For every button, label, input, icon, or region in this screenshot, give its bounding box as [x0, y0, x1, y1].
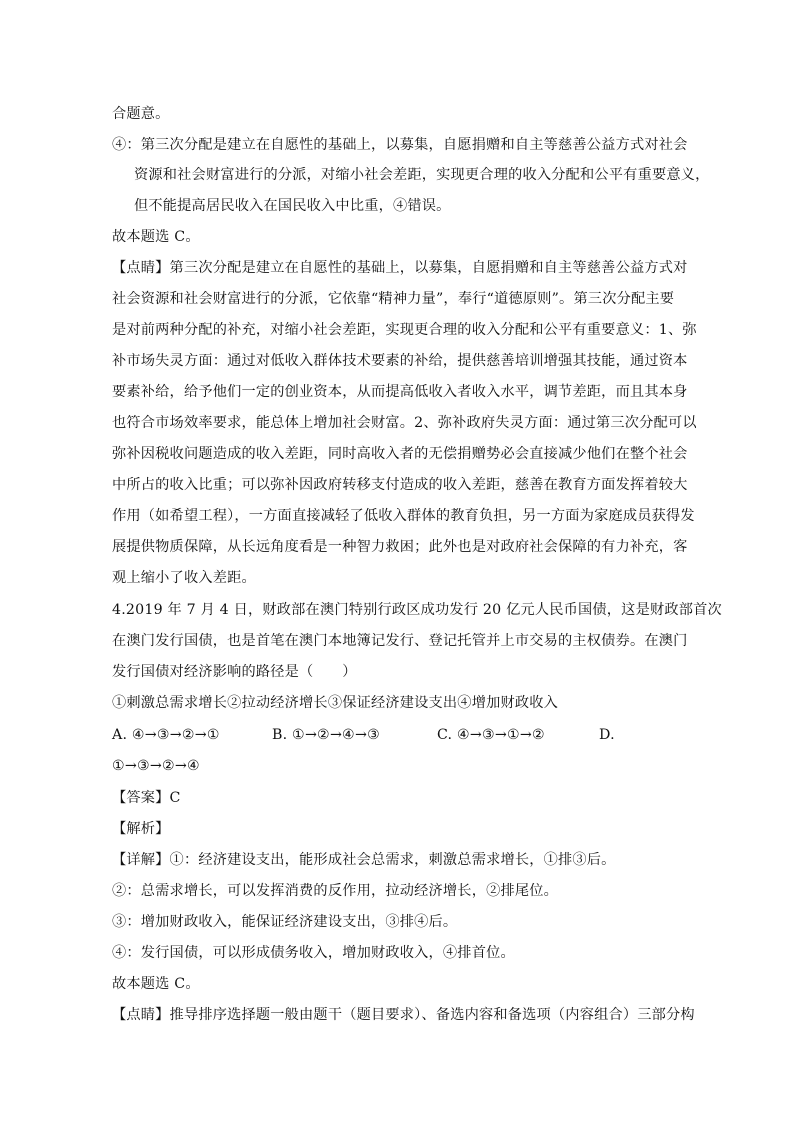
question-stem: 发行国债对经济影响的路径是（ ） — [112, 664, 357, 680]
text-line: 社会资源和社会财富进行的分派，它依靠“精神力量”，奉行“道德原则”。第三次分配主要 — [112, 291, 675, 307]
text-line: 展提供物质保障，从长远角度看是一种智力救困；此外也是对政府社会保障的有力补充，客 — [112, 539, 688, 555]
text-line: ④：第三次分配是建立在自愿性的基础上，以募集，自愿捐赠和自主等慈善公益方式对社会 — [112, 137, 688, 153]
question-stem: 在澳门发行国债，也是首笔在澳门本地簿记发行、登记托管并上市交易的主权债券。在澳门 — [112, 633, 688, 649]
answer-options — [112, 725, 712, 745]
text-line: 弥补因税收问题造成的收入差距，同时高收入者的无偿捐赠势必会直接减少他们在整个社会 — [112, 446, 688, 462]
answer-line: 【答案】C — [112, 790, 181, 806]
detail-line: 【详解】①：经济建设支出，能形成社会总需求，刺激总需求增长，①排③后。 — [112, 852, 616, 868]
text-line: 也符合市场效率要求，能总体上增加社会财富。2、弥补政府失灵方面：通过第三次分配可以 — [112, 415, 697, 431]
question-stem: 4.2019 年 7 月 4 日，财政部在澳门特别行政区成功发行 20 亿元人民币国债，这是财政部首次 — [112, 602, 722, 618]
text-line: 观上缩小了收入差距。 — [112, 570, 256, 586]
text-line: 但不能提高居民收入在国民收入中比重，④错误。 — [134, 198, 451, 214]
text-line: 作用（如希望工程），一方面直接减轻了低收入群体的教育负担，另一方面为家庭成员获得发 — [112, 508, 695, 524]
text-line: 是对前两种分配的补充，对缩小社会差距，实现更合理的收入分配和公平有重要意义：1、弥 — [112, 322, 697, 338]
detail-line: ③：增加财政收入，能保证经济建设支出，③排④后。 — [112, 914, 458, 930]
text-line: 故本题选 C。 — [112, 229, 200, 245]
option-d: D. — [599, 727, 615, 743]
text-line: 中所占的收入比重；可以弥补因政府转移支付造成的收入差距，慈善在教育方面发挥着较大 — [112, 477, 688, 493]
text-line: 资源和社会财富进行的分派，对缩小社会差距，实现更合理的收入分配和公平有重要意义， — [134, 167, 710, 183]
detail-line: ④：发行国债，可以形成债务收入，增加财政收入，④排首位。 — [112, 945, 515, 961]
detail-line: 故本题选 C。 — [112, 976, 200, 992]
question-items: ①刺激总需求增长②拉动经济增长③保证经济建设支出④增加财政收入 — [112, 695, 559, 711]
detail-line: 【点睛】推导排序选择题一般由题干（题目要求）、备选内容和备选项（内容组合）三部分构 — [112, 1007, 695, 1023]
option-a: A. ④→③→②→① — [112, 727, 220, 743]
text-line: 要素补给，给予他们一定的创业资本，从而提高低收入者收入水平，调节差距，而且其本身 — [112, 384, 688, 400]
text-line: 合题意。 — [112, 106, 170, 122]
option-d-content: ①→③→②→④ — [112, 758, 200, 774]
detail-line: ②：总需求增长，可以发挥消费的反作用，拉动经济增长，②排尾位。 — [112, 883, 559, 899]
text-line: 补市场失灵方面：通过对低收入群体技术要素的补给，提供慈善培训增强其技能，通过资本 — [112, 353, 688, 369]
analysis-heading: 【解析】 — [112, 821, 170, 837]
text-line: 【点睛】第三次分配是建立在自愿性的基础上，以募集，自愿捐赠和自主等慈善公益方式对 — [112, 260, 688, 276]
option-b: B. ①→②→④→③ — [272, 727, 380, 743]
option-c: C. ④→③→①→② — [437, 727, 545, 743]
